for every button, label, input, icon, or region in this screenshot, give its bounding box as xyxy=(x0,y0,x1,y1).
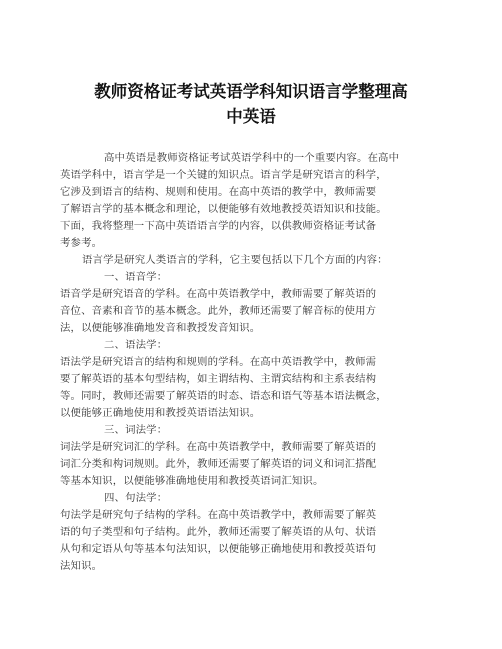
body-line: 英语学科中，语言学是一个关键的知识点。语言学是研究语言的科学， xyxy=(60,169,387,181)
body-line: 要了解英语的基本句型结构，如主谓结构、主谓宾结构和主系表结构 xyxy=(60,373,377,385)
body-line: 词汇分类和构词规则。此外，教师还需要了解英语的词义和词汇搭配 xyxy=(60,458,377,470)
body-line: 它涉及到语言的结构、规则和使用。在高中英语的教学中，教师需要 xyxy=(60,186,377,198)
body-line: 法知识。 xyxy=(60,560,103,572)
section-heading: 四、句法学： xyxy=(104,492,168,504)
body-line: 语法学是研究语言的结构和规则的学科。在高中英语教学中，教师需 xyxy=(60,356,377,368)
body-line: 句法学是研究句子结构的学科。在高中英语教学中，教师需要了解英 xyxy=(60,509,377,521)
body-line: 以便能够正确地使用和教授英语语法知识。 xyxy=(60,407,261,419)
section-heading: 三、词法学： xyxy=(104,424,168,436)
body-line: 语言学是研究人类语言的学科，它主要包括以下几个方面的内容： xyxy=(82,254,388,266)
body-line: 词法学是研究词汇的学科。在高中英语教学中，教师需要了解英语的 xyxy=(60,441,377,453)
body-line: 等基本知识，以便能够准确地使用和教授英语词汇知识。 xyxy=(60,475,324,487)
body-line: 下面，我将整理一下高中英语语言学的内容，以供教师资格证考试备 xyxy=(60,220,377,232)
body-line: 语音学是研究语音的学科。在高中英语教学中，教师需要了解英语的 xyxy=(60,288,377,300)
body-line: 法，以便能够准确地发音和教授发音知识。 xyxy=(60,322,261,334)
body-line: 了解语言学的基本概念和理论，以便能够有效地教授英语知识和技能。 xyxy=(60,203,387,215)
document-title-line-1: 教师资格证考试英语学科知识语言学整理高 xyxy=(94,82,408,101)
section-heading: 一、语音学： xyxy=(104,271,168,283)
body-line: 从句和定语从句等基本句法知识，以便能够正确地使用和教授英语句 xyxy=(60,543,377,555)
section-heading: 二、语法学： xyxy=(104,339,168,351)
body-line: 音位、音素和音节的基本概念。此外，教师还需要了解音标的使用方 xyxy=(60,305,377,317)
body-line: 高中英语是教师资格证考试英语学科中的一个重要内容。在高中 xyxy=(104,152,400,164)
body-line: 考参考。 xyxy=(60,237,103,249)
body-line: 语的句子类型和句子结构。此外，教师还需要了解英语的从句、状语 xyxy=(60,526,377,538)
document-title-line-2: 中英语 xyxy=(226,107,276,126)
body-line: 等。同时，教师还需要了解英语的时态、语态和语气等基本语法概念， xyxy=(60,390,387,402)
